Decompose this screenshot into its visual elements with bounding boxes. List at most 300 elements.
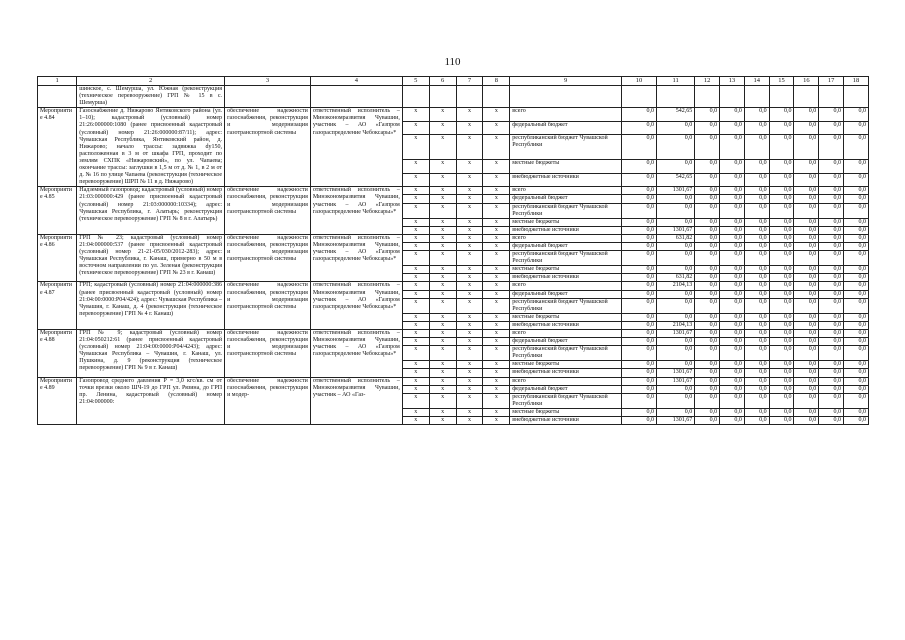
value-col-10: 0,0 <box>621 108 656 121</box>
measure-responsible: ответственный исполнитель – Минэкономразвития Чувашии, участник – АО «Газпром газораспределение Чебоксары»* <box>310 330 402 378</box>
header-cell-13: 13 <box>720 77 745 86</box>
header-cell-2: 2 <box>77 77 225 86</box>
x-mark: x <box>429 173 456 186</box>
value-col-17: 0,0 <box>819 274 844 282</box>
value-col-12: 0,0 <box>695 282 720 290</box>
value-col-10: 0,0 <box>621 298 656 313</box>
value-col-15: 0,0 <box>769 361 794 369</box>
x-mark: x <box>483 298 510 313</box>
cell-empty <box>429 86 456 108</box>
page-number: 110 <box>444 56 461 68</box>
x-mark: x <box>429 408 456 416</box>
value-col-16: 0,0 <box>794 160 819 173</box>
value-col-14: 0,0 <box>744 338 769 346</box>
x-mark: x <box>456 135 483 160</box>
x-mark: x <box>456 234 483 242</box>
x-mark: x <box>429 135 456 160</box>
header-cell-8: 8 <box>483 77 510 86</box>
value-col-10: 0,0 <box>621 330 656 338</box>
x-mark: x <box>483 290 510 298</box>
x-mark: x <box>483 251 510 266</box>
x-mark: x <box>402 251 429 266</box>
value-col-11: 0,0 <box>657 408 695 416</box>
value-col-18: 0,0 <box>844 242 869 250</box>
value-col-13: 0,0 <box>720 393 745 408</box>
x-mark: x <box>483 346 510 361</box>
x-mark: x <box>483 385 510 393</box>
x-mark: x <box>429 187 456 195</box>
value-col-18: 0,0 <box>844 135 869 160</box>
value-col-15: 0,0 <box>769 218 794 226</box>
value-col-15: 0,0 <box>769 330 794 338</box>
x-mark: x <box>483 282 510 290</box>
value-col-17: 0,0 <box>819 251 844 266</box>
value-col-16: 0,0 <box>794 417 819 425</box>
value-col-12: 0,0 <box>695 226 720 234</box>
value-col-16: 0,0 <box>794 408 819 416</box>
funding-source: всего <box>510 330 622 338</box>
value-col-14: 0,0 <box>744 290 769 298</box>
x-mark: x <box>429 369 456 377</box>
value-col-14: 0,0 <box>744 298 769 313</box>
x-mark: x <box>456 290 483 298</box>
value-col-13: 0,0 <box>720 173 745 186</box>
measure-goal: обеспечение надежности газоснабжения, реконструкция и модер- <box>225 377 311 425</box>
value-col-12: 0,0 <box>695 173 720 186</box>
value-col-13: 0,0 <box>720 121 745 134</box>
value-col-14: 0,0 <box>744 313 769 321</box>
table-row <box>38 282 869 290</box>
value-col-11: 0,0 <box>657 290 695 298</box>
x-mark: x <box>456 274 483 282</box>
value-col-11: 0,0 <box>657 313 695 321</box>
x-mark: x <box>483 203 510 218</box>
x-mark: x <box>402 330 429 338</box>
value-col-10: 0,0 <box>621 282 656 290</box>
x-mark: x <box>483 266 510 274</box>
x-mark: x <box>402 187 429 195</box>
value-col-10: 0,0 <box>621 121 656 134</box>
value-col-13: 0,0 <box>720 298 745 313</box>
x-mark: x <box>483 242 510 250</box>
value-col-10: 0,0 <box>621 417 656 425</box>
value-col-12: 0,0 <box>695 417 720 425</box>
x-mark: x <box>402 313 429 321</box>
x-mark: x <box>483 361 510 369</box>
x-mark: x <box>429 242 456 250</box>
value-col-11: 0,0 <box>657 393 695 408</box>
value-col-13: 0,0 <box>720 408 745 416</box>
value-col-16: 0,0 <box>794 218 819 226</box>
value-col-11: 542,65 <box>657 173 695 186</box>
value-col-10: 0,0 <box>621 203 656 218</box>
x-mark: x <box>402 338 429 346</box>
x-mark: x <box>456 417 483 425</box>
value-col-18: 0,0 <box>844 266 869 274</box>
x-mark: x <box>402 282 429 290</box>
value-col-12: 0,0 <box>695 290 720 298</box>
value-col-14: 0,0 <box>744 187 769 195</box>
measure-responsible: ответственный исполнитель – Минэкономразвития Чувашии, участник – АО «Газ- <box>310 377 402 425</box>
value-col-11: 1301,67 <box>657 330 695 338</box>
header-row <box>38 77 869 86</box>
value-col-17: 0,0 <box>819 408 844 416</box>
measure-goal: обеспечение надежности газоснабжения, реконструкция и модернизация газотранспортной системы <box>225 282 311 330</box>
value-col-18: 0,0 <box>844 251 869 266</box>
x-mark: x <box>483 330 510 338</box>
value-col-13: 0,0 <box>720 251 745 266</box>
value-col-17: 0,0 <box>819 195 844 203</box>
value-col-17: 0,0 <box>819 108 844 121</box>
value-col-16: 0,0 <box>794 266 819 274</box>
cell-empty <box>744 86 769 108</box>
x-mark: x <box>483 135 510 160</box>
value-col-18: 0,0 <box>844 234 869 242</box>
x-mark: x <box>402 417 429 425</box>
value-col-11: 1301,67 <box>657 226 695 234</box>
value-col-10: 0,0 <box>621 369 656 377</box>
value-col-17: 0,0 <box>819 266 844 274</box>
cell-empty <box>794 86 819 108</box>
header-cell-10: 10 <box>621 77 656 86</box>
value-col-18: 0,0 <box>844 330 869 338</box>
funding-source: всего <box>510 234 622 242</box>
header-cell-14: 14 <box>744 77 769 86</box>
funding-source: внебюджетные источники <box>510 321 622 329</box>
value-col-15: 0,0 <box>769 321 794 329</box>
value-col-16: 0,0 <box>794 313 819 321</box>
x-mark: x <box>456 377 483 385</box>
header-cell-1: 1 <box>38 77 77 86</box>
value-col-18: 0,0 <box>844 393 869 408</box>
value-col-16: 0,0 <box>794 330 819 338</box>
table-row <box>38 187 869 195</box>
value-col-12: 0,0 <box>695 121 720 134</box>
funding-source: местные бюджеты <box>510 408 622 416</box>
value-col-18: 0,0 <box>844 408 869 416</box>
value-col-17: 0,0 <box>819 187 844 195</box>
value-col-16: 0,0 <box>794 226 819 234</box>
value-col-16: 0,0 <box>794 274 819 282</box>
value-col-15: 0,0 <box>769 338 794 346</box>
x-mark: x <box>456 266 483 274</box>
x-mark: x <box>429 330 456 338</box>
value-col-11: 1301,67 <box>657 369 695 377</box>
value-col-12: 0,0 <box>695 108 720 121</box>
funding-source: федеральный бюджет <box>510 121 622 134</box>
value-col-15: 0,0 <box>769 377 794 385</box>
x-mark: x <box>456 251 483 266</box>
value-col-17: 0,0 <box>819 173 844 186</box>
value-col-16: 0,0 <box>794 187 819 195</box>
value-col-16: 0,0 <box>794 173 819 186</box>
value-col-13: 0,0 <box>720 266 745 274</box>
value-col-16: 0,0 <box>794 108 819 121</box>
value-col-14: 0,0 <box>744 346 769 361</box>
value-col-14: 0,0 <box>744 218 769 226</box>
x-mark: x <box>429 234 456 242</box>
table-row <box>38 377 869 385</box>
x-mark: x <box>429 298 456 313</box>
value-col-15: 0,0 <box>769 369 794 377</box>
value-col-18: 0,0 <box>844 298 869 313</box>
table-row <box>38 330 869 338</box>
value-col-14: 0,0 <box>744 369 769 377</box>
measure-id: Мероприятие 4.87 <box>38 282 77 330</box>
value-col-18: 0,0 <box>844 369 869 377</box>
value-col-13: 0,0 <box>720 385 745 393</box>
value-col-10: 0,0 <box>621 385 656 393</box>
value-col-14: 0,0 <box>744 266 769 274</box>
funding-source: федеральный бюджет <box>510 242 622 250</box>
x-mark: x <box>402 203 429 218</box>
value-col-15: 0,0 <box>769 408 794 416</box>
x-mark: x <box>483 274 510 282</box>
value-col-18: 0,0 <box>844 313 869 321</box>
value-col-13: 0,0 <box>720 361 745 369</box>
x-mark: x <box>402 408 429 416</box>
value-col-12: 0,0 <box>695 251 720 266</box>
cell-empty <box>225 86 311 108</box>
value-col-10: 0,0 <box>621 218 656 226</box>
value-col-13: 0,0 <box>720 377 745 385</box>
value-col-15: 0,0 <box>769 173 794 186</box>
value-col-12: 0,0 <box>695 377 720 385</box>
header-cell-11: 11 <box>657 77 695 86</box>
funding-source: внебюджетные источники <box>510 417 622 425</box>
value-col-11: 0,0 <box>657 195 695 203</box>
value-col-15: 0,0 <box>769 242 794 250</box>
value-col-15: 0,0 <box>769 417 794 425</box>
value-col-14: 0,0 <box>744 321 769 329</box>
value-col-12: 0,0 <box>695 338 720 346</box>
x-mark: x <box>456 346 483 361</box>
x-mark: x <box>429 393 456 408</box>
value-col-18: 0,0 <box>844 108 869 121</box>
value-col-11: 631,82 <box>657 234 695 242</box>
value-col-13: 0,0 <box>720 282 745 290</box>
x-mark: x <box>483 369 510 377</box>
value-col-10: 0,0 <box>621 135 656 160</box>
value-col-11: 2104,13 <box>657 282 695 290</box>
value-col-10: 0,0 <box>621 393 656 408</box>
x-mark: x <box>483 160 510 173</box>
value-col-16: 0,0 <box>794 298 819 313</box>
x-mark: x <box>456 218 483 226</box>
cell-empty <box>769 86 794 108</box>
header-cell-16: 16 <box>794 77 819 86</box>
value-col-10: 0,0 <box>621 338 656 346</box>
x-mark: x <box>483 195 510 203</box>
value-col-13: 0,0 <box>720 135 745 160</box>
value-col-12: 0,0 <box>695 187 720 195</box>
funding-source: внебюджетные источники <box>510 369 622 377</box>
x-mark: x <box>483 226 510 234</box>
value-col-10: 0,0 <box>621 226 656 234</box>
x-mark: x <box>402 234 429 242</box>
value-col-12: 0,0 <box>695 160 720 173</box>
value-col-11: 1301,67 <box>657 187 695 195</box>
measure-description: Газопровод среднего давления Р = 3,0 кгс/кв. см от точки врезки около ШЧ-19 до ГРП ул. Рязина, до ГРП пр. Ленина, кадастровый (условный) номер 21:04:000000: <box>77 377 225 425</box>
program-table <box>37 76 869 425</box>
value-col-12: 0,0 <box>695 408 720 416</box>
value-col-18: 0,0 <box>844 218 869 226</box>
x-mark: x <box>429 361 456 369</box>
value-col-18: 0,0 <box>844 173 869 186</box>
x-mark: x <box>429 226 456 234</box>
value-col-12: 0,0 <box>695 274 720 282</box>
value-col-18: 0,0 <box>844 417 869 425</box>
x-mark: x <box>402 321 429 329</box>
value-col-14: 0,0 <box>744 251 769 266</box>
measure-description: ГРП № 9; кадастровый (условный) номер 21:04:050212:61 (ранее присвоенный кадастровый (условный) номер 21:04:00:0000:Р04/4243); адрес: Чувашская Республика – Чувашия, г. Канаш, ул. Пушкина, д. 9 (реконструкция (техническое перевооружение) ГРП № 9 в г. Канаш) <box>77 330 225 378</box>
value-col-16: 0,0 <box>794 251 819 266</box>
x-mark: x <box>429 338 456 346</box>
measure-id: Мероприятие 4.88 <box>38 330 77 378</box>
value-col-16: 0,0 <box>794 346 819 361</box>
value-col-10: 0,0 <box>621 346 656 361</box>
x-mark: x <box>483 187 510 195</box>
value-col-15: 0,0 <box>769 187 794 195</box>
value-col-11: 0,0 <box>657 135 695 160</box>
value-col-11: 0,0 <box>657 298 695 313</box>
value-col-11: 631,82 <box>657 274 695 282</box>
value-col-12: 0,0 <box>695 266 720 274</box>
x-mark: x <box>402 108 429 121</box>
value-col-16: 0,0 <box>794 203 819 218</box>
value-col-17: 0,0 <box>819 393 844 408</box>
measure-responsible: ответственный исполнитель – Минэкономразвития Чувашии, участник – АО «Газпром газораспределение Чебоксары»* <box>310 282 402 330</box>
value-col-12: 0,0 <box>695 234 720 242</box>
continuation-row <box>38 86 869 108</box>
value-col-13: 0,0 <box>720 346 745 361</box>
x-mark: x <box>456 195 483 203</box>
value-col-14: 0,0 <box>744 282 769 290</box>
value-col-18: 0,0 <box>844 226 869 234</box>
x-mark: x <box>429 290 456 298</box>
value-col-14: 0,0 <box>744 361 769 369</box>
value-col-16: 0,0 <box>794 338 819 346</box>
cell-empty <box>510 86 622 108</box>
value-col-11: 0,0 <box>657 203 695 218</box>
header-cell-9: 9 <box>510 77 622 86</box>
value-col-15: 0,0 <box>769 121 794 134</box>
value-col-14: 0,0 <box>744 226 769 234</box>
value-col-10: 0,0 <box>621 266 656 274</box>
x-mark: x <box>456 173 483 186</box>
measure-id: Мероприятие 4.84 <box>38 108 77 187</box>
x-mark: x <box>483 417 510 425</box>
value-col-11: 0,0 <box>657 121 695 134</box>
x-mark: x <box>456 242 483 250</box>
x-mark: x <box>456 187 483 195</box>
x-mark: x <box>402 290 429 298</box>
value-col-17: 0,0 <box>819 369 844 377</box>
value-col-12: 0,0 <box>695 361 720 369</box>
x-mark: x <box>483 321 510 329</box>
measure-goal: обеспечение надежности газоснабжения, реконструкция и модернизация газотранспортной системы <box>225 108 311 187</box>
value-col-12: 0,0 <box>695 203 720 218</box>
value-col-17: 0,0 <box>819 121 844 134</box>
value-col-17: 0,0 <box>819 330 844 338</box>
measure-id: Мероприятие 4.85 <box>38 187 77 235</box>
value-col-16: 0,0 <box>794 393 819 408</box>
value-col-18: 0,0 <box>844 274 869 282</box>
value-col-16: 0,0 <box>794 385 819 393</box>
value-col-18: 0,0 <box>844 282 869 290</box>
x-mark: x <box>456 393 483 408</box>
value-col-14: 0,0 <box>744 173 769 186</box>
x-mark: x <box>456 298 483 313</box>
funding-source: местные бюджеты <box>510 160 622 173</box>
value-col-16: 0,0 <box>794 121 819 134</box>
header-cell-12: 12 <box>695 77 720 86</box>
value-col-11: 0,0 <box>657 160 695 173</box>
value-col-15: 0,0 <box>769 234 794 242</box>
x-mark: x <box>483 234 510 242</box>
x-mark: x <box>456 203 483 218</box>
value-col-15: 0,0 <box>769 346 794 361</box>
measure-description: Надземный газопровод; кадастровый (условный) номер 21:03:000000:429 (ранее присвоенный кадастровый (условный) номер 21:03:000000:10334); адрес: Чувашская Республика, г. Алатырь; реконструкция (техническое перевооружение) ГРП № 8 в г. Алатырь) <box>77 187 225 235</box>
x-mark: x <box>456 321 483 329</box>
x-mark: x <box>429 251 456 266</box>
value-col-11: 0,0 <box>657 338 695 346</box>
value-col-15: 0,0 <box>769 195 794 203</box>
value-col-10: 0,0 <box>621 173 656 186</box>
value-col-15: 0,0 <box>769 108 794 121</box>
x-mark: x <box>402 298 429 313</box>
value-col-18: 0,0 <box>844 290 869 298</box>
value-col-17: 0,0 <box>819 290 844 298</box>
measure-description: ГРП; кадастровый (условный) номер 21:04:000000:386 (ранее присвоенный кадастровый (условный) номер 21:04:00:0000:Р04/424); адрес: Чувашская Республика – Чувашия, г. Канаш, д. 4 (реконструкция (техническое перевооружение) ГРП № 4 г. Канаш) <box>77 282 225 330</box>
header-cell-15: 15 <box>769 77 794 86</box>
cell-empty <box>657 86 695 108</box>
x-mark: x <box>429 377 456 385</box>
x-mark: x <box>456 282 483 290</box>
x-mark: x <box>402 160 429 173</box>
x-mark: x <box>402 361 429 369</box>
value-col-13: 0,0 <box>720 203 745 218</box>
funding-source: республиканский бюджет Чувашской Республики <box>510 135 622 160</box>
value-col-12: 0,0 <box>695 385 720 393</box>
cell-empty <box>819 86 844 108</box>
value-col-10: 0,0 <box>621 242 656 250</box>
value-col-14: 0,0 <box>744 203 769 218</box>
value-col-15: 0,0 <box>769 290 794 298</box>
funding-source: республиканский бюджет Чувашской Республики <box>510 251 622 266</box>
funding-source: республиканский бюджет Чувашской Республики <box>510 346 622 361</box>
value-col-15: 0,0 <box>769 385 794 393</box>
value-col-14: 0,0 <box>744 385 769 393</box>
header-cell-7: 7 <box>456 77 483 86</box>
x-mark: x <box>456 108 483 121</box>
cell-empty <box>483 86 510 108</box>
header-cell-17: 17 <box>819 77 844 86</box>
value-col-11: 2104,13 <box>657 321 695 329</box>
value-col-18: 0,0 <box>844 361 869 369</box>
value-col-10: 0,0 <box>621 361 656 369</box>
x-mark: x <box>456 385 483 393</box>
value-col-17: 0,0 <box>819 377 844 385</box>
value-col-13: 0,0 <box>720 108 745 121</box>
value-col-18: 0,0 <box>844 121 869 134</box>
value-col-12: 0,0 <box>695 218 720 226</box>
value-col-16: 0,0 <box>794 377 819 385</box>
x-mark: x <box>456 338 483 346</box>
value-col-16: 0,0 <box>794 282 819 290</box>
value-col-14: 0,0 <box>744 330 769 338</box>
value-col-17: 0,0 <box>819 282 844 290</box>
